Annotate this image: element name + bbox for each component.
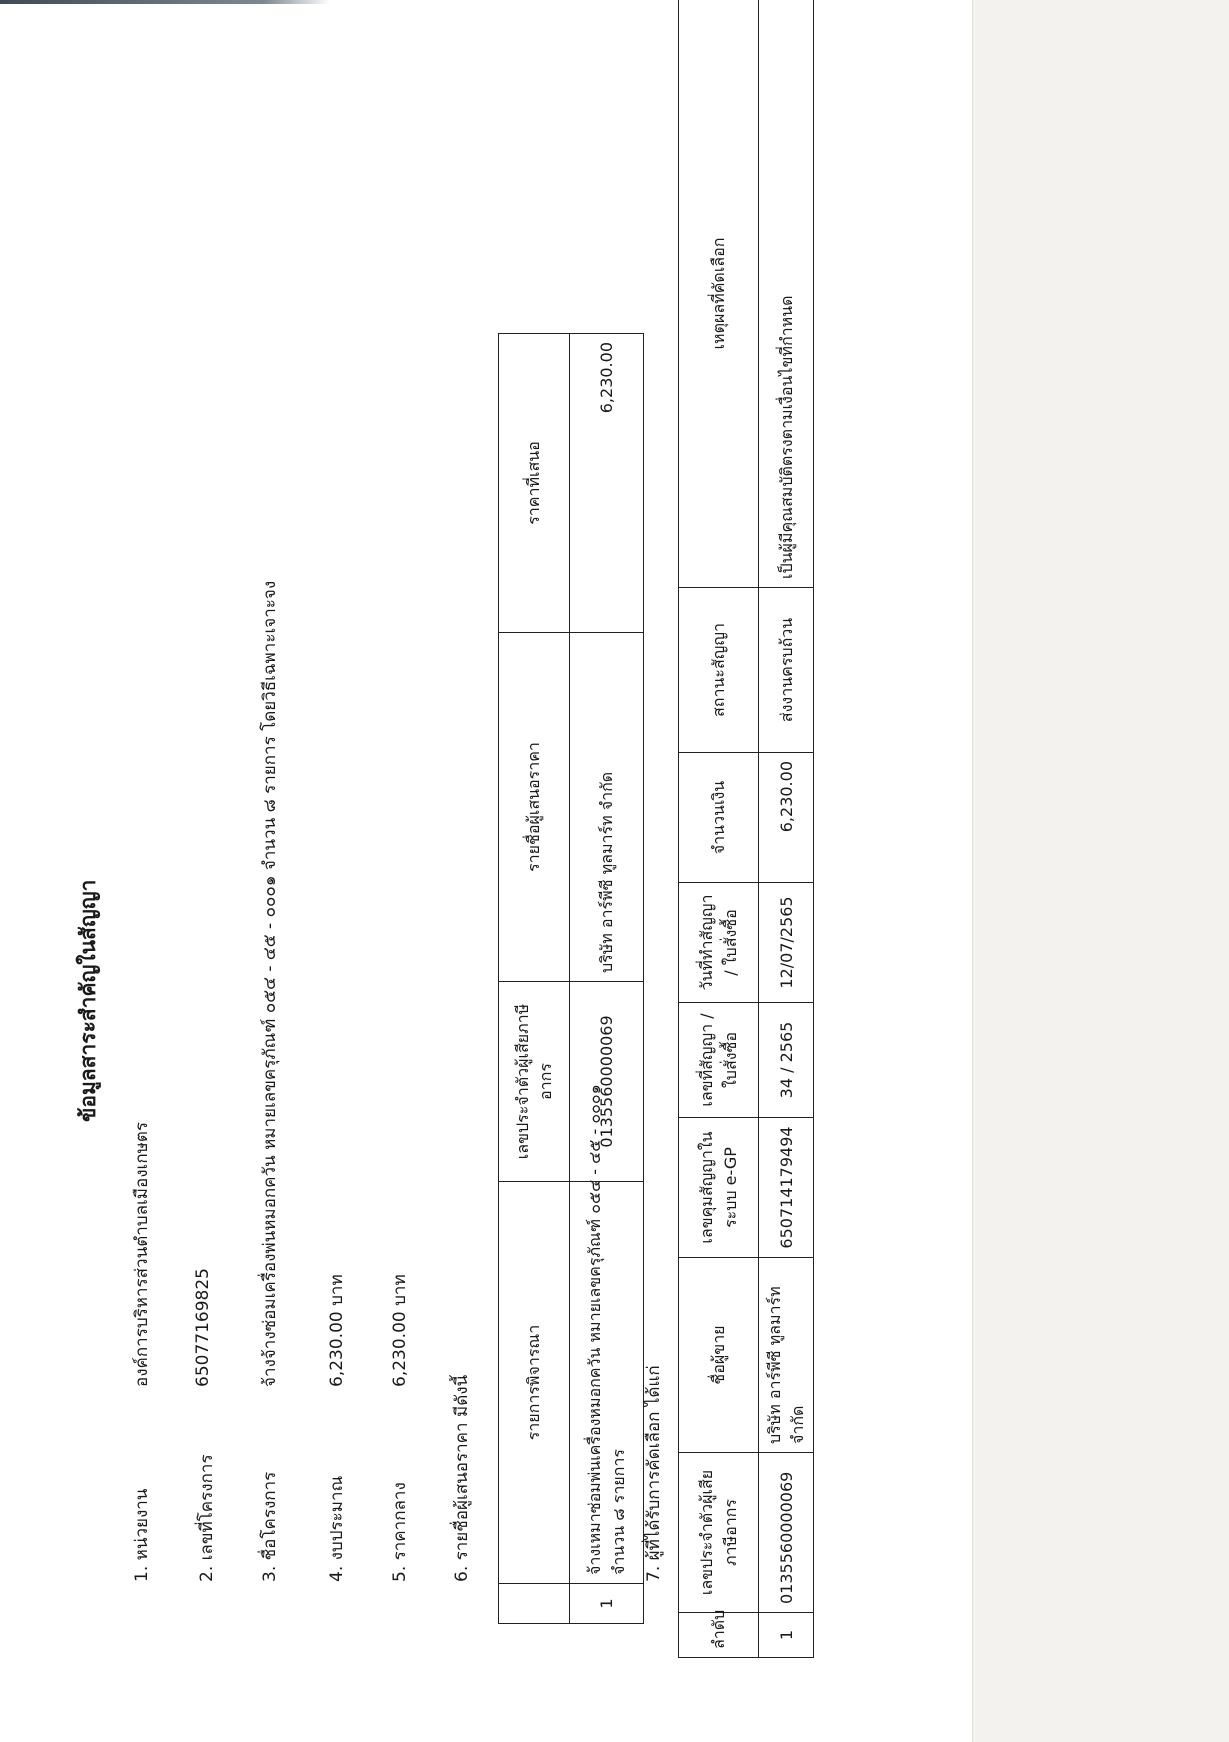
winner-cell-contract-no: 34 / 2565 bbox=[759, 1003, 814, 1118]
field-value-budget: 6,230.00 บาท bbox=[327, 1274, 347, 1387]
field-value-agency: องค์การบริหารส่วนตำบลเมืองเกษตร bbox=[132, 1121, 152, 1387]
bid-header-price: ราคาที่เสนอ bbox=[499, 334, 570, 633]
field-label-median-price: 5. ราคากลาง bbox=[390, 1482, 410, 1582]
winner-cell-vendor: บริษัท อาร์พีซี ทูลมาร์ท จำกัด bbox=[759, 1258, 814, 1453]
bid-header-bidder: รายชื่อผู้เสนอราคา bbox=[499, 633, 570, 982]
field-label-budget: 4. งบประมาณ bbox=[327, 1475, 347, 1582]
bid-header-tax-id: เลขประจำตัวผู้เสียภาษีอากร bbox=[499, 982, 570, 1182]
bid-cell-price: 6,230.00 bbox=[570, 334, 644, 633]
winner-cell-reason: เป็นผู้มีคุณสมบัติตรงตามเงื่อนไขที่กำหนด bbox=[759, 0, 814, 588]
section-6-heading: 6. รายชื่อผู้เสนอราคา มีดังนี้ bbox=[452, 1374, 472, 1582]
scan-right-margin bbox=[972, 0, 1229, 1742]
section-7-heading: 7. ผู้ที่ได้รับการคัดเลือก ได้แก่ bbox=[644, 1365, 664, 1582]
winner-header-amount: จำนวนเงิน bbox=[679, 753, 759, 883]
field-label-project-name: 3. ชื่อโครงการ bbox=[260, 1471, 280, 1582]
bid-table-header-row bbox=[499, 334, 570, 1624]
winner-header-vendor: ชื่อผู้ขาย bbox=[679, 1258, 759, 1453]
winner-header-contract-no: เลขที่สัญญา / ใบสั่งซื้อ bbox=[679, 1003, 759, 1118]
bid-header-item: รายการพิจารณา bbox=[499, 1182, 570, 1584]
winner-header-tax-id: เลขประจำตัวผู้เสียภาษีอากร bbox=[679, 1453, 759, 1613]
page-title: ข้อมูลสาระสำคัญในสัญญา bbox=[76, 879, 100, 1122]
bid-item-line-2: จำนวน ๘ รายการ bbox=[608, 1449, 628, 1575]
bid-cell-item bbox=[570, 1084, 644, 1584]
bid-table bbox=[498, 333, 644, 1624]
bid-item-line-1: จ้างเหมาซ่อมพ่นเครื่องหมอกควัน หมายเลขครุภัณฑ์ ๐๕๔ - ๔๕ - ๐๐๐๑ bbox=[585, 1084, 605, 1575]
winner-cell-amount: 6,230.00 bbox=[759, 753, 814, 883]
winner-cell-tax-id: 0135560000069 bbox=[759, 1453, 814, 1613]
winner-header-no: ลำดับ bbox=[679, 1613, 759, 1658]
winner-table bbox=[678, 0, 814, 1658]
table-row bbox=[570, 334, 644, 1624]
winner-header-status: สถานะสัญญา bbox=[679, 588, 759, 753]
winner-header-contract-date: วันที่ทำสัญญา / ใบสั่งซื้อ bbox=[679, 883, 759, 1003]
bid-cell-no: 1 bbox=[570, 1584, 644, 1624]
field-value-median-price: 6,230.00 บาท bbox=[390, 1274, 410, 1387]
winner-header-egp-no: เลขคุมสัญญาในระบบ e-GP bbox=[679, 1118, 759, 1258]
bid-cell-bidder: บริษัท อาร์พีซี ทูลมาร์ท จำกัด bbox=[570, 633, 644, 982]
bid-cell-tax-id: 0135560000069 bbox=[570, 982, 644, 1182]
winner-header-reason: เหตุผลที่คัดเลือก bbox=[679, 0, 759, 588]
table-row bbox=[759, 0, 814, 1658]
field-value-project-name: จ้างจ้างซ่อมเครื่องพ่นหมอกควัน หมายเลขครุภัณฑ์ ๐๕๔ - ๔๕ - ๐๐๐๑ จำนวน ๘ รายการ โดยวิธีเฉพาะเจาะจง bbox=[260, 580, 280, 1387]
field-label-project-no: 2. เลขที่โครงการ bbox=[197, 1454, 217, 1582]
bid-header-no bbox=[499, 1584, 570, 1624]
winner-cell-status: ส่งงานครบถ้วน bbox=[759, 588, 814, 753]
winner-cell-egp-no: 650714179494 bbox=[759, 1118, 814, 1258]
winner-table-header-row bbox=[679, 0, 759, 1658]
field-value-project-no: 65077169825 bbox=[193, 1268, 213, 1387]
field-label-agency: 1. หน่วยงาน bbox=[132, 1488, 152, 1582]
winner-cell-no: 1 bbox=[759, 1613, 814, 1658]
winner-cell-contract-date: 12/07/2565 bbox=[759, 883, 814, 1003]
